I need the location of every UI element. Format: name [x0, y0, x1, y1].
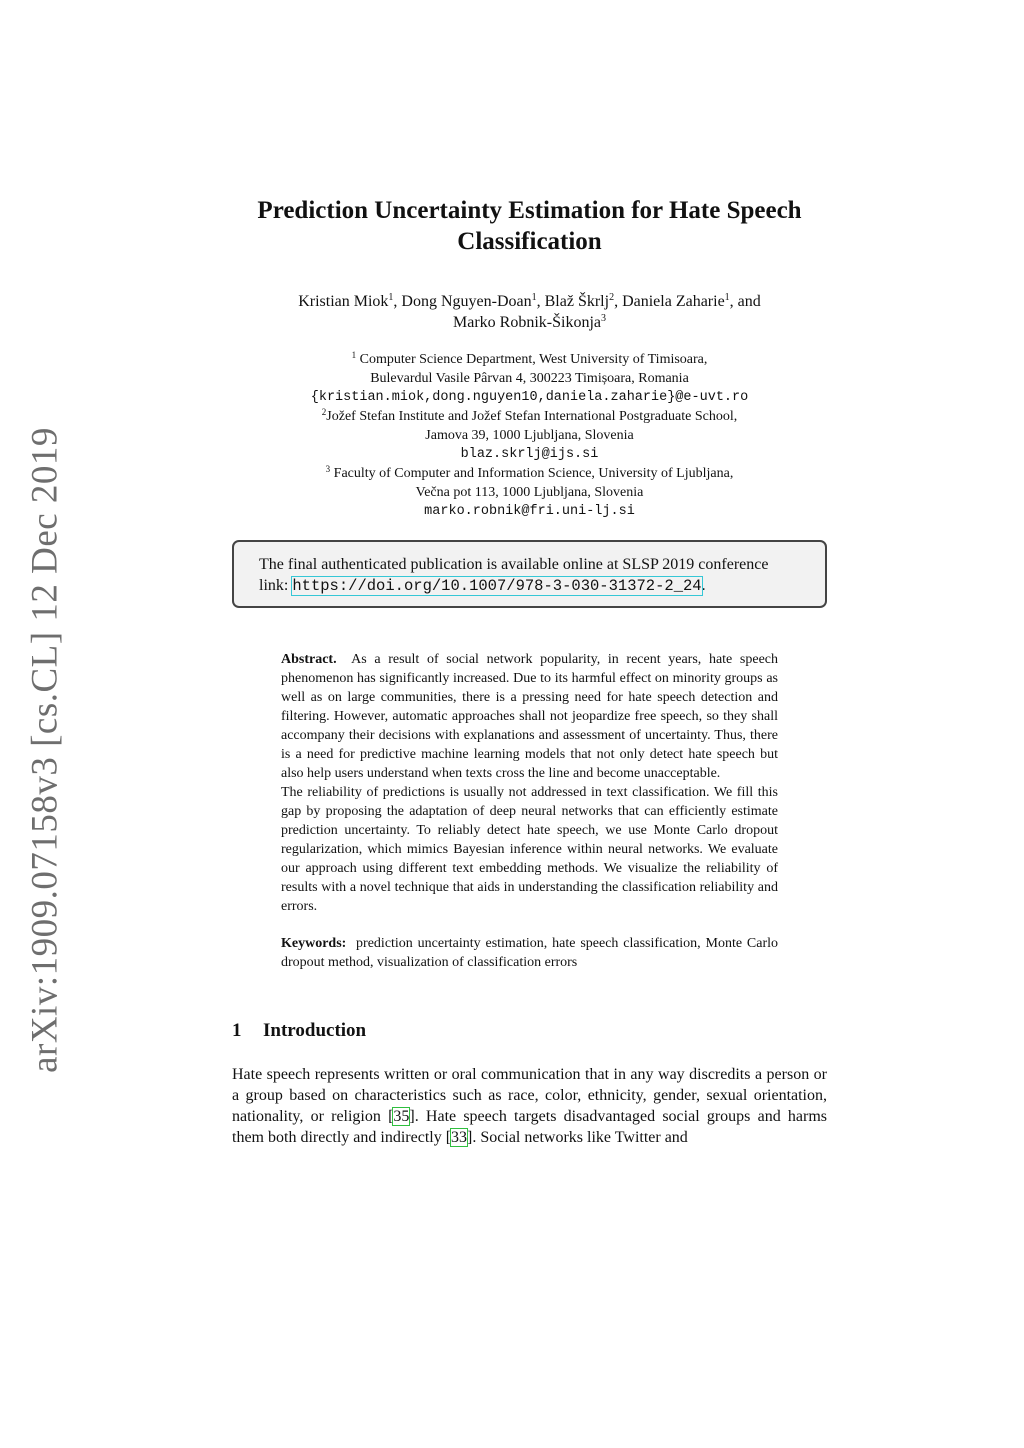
notice-text: The final authenticated publication is available online at SLSP 2019 conference link: — [259, 556, 769, 594]
keywords-label: Keywords: — [281, 936, 347, 951]
affiliation-3 — [232, 464, 827, 483]
title-line-1: Prediction Uncertainty Estimation for Hate Speech — [257, 197, 802, 224]
affiliation-email[interactable]: blaz.skrlj@ijs.si — [460, 447, 599, 462]
affiliation-mark: 3 — [325, 464, 331, 474]
author-separator: , — [536, 293, 545, 310]
affiliation-line: Jožef Stefan Institute and Jožef Stefan International Postgraduate School, — [326, 409, 738, 424]
affiliation-mark: 2 — [321, 407, 327, 417]
author-separator: , and — [729, 293, 761, 310]
section-heading-introduction — [232, 1020, 366, 1042]
abstract — [281, 650, 778, 972]
doi-link[interactable]: https://doi.org/10.1007/978-3-030-31372-2_24 — [292, 577, 702, 595]
affiliation-line: Faculty of Computer and Information Science, University of Ljubljana, — [330, 466, 734, 481]
section-title: Introduction — [263, 1020, 367, 1041]
affiliation-email[interactable]: {kristian.miok,dong.nguyen10,daniela.zaharie}@e-uvt.ro — [310, 390, 749, 405]
affiliation-email[interactable]: marko.robnik@fri.uni-lj.si — [424, 504, 635, 519]
abstract-label: Abstract. — [281, 652, 337, 667]
author-name: Blaž Škrlj — [544, 293, 610, 310]
body-text-span: ]. Social networks like Twitter and — [467, 1129, 688, 1146]
author-affiliation-mark: 1 — [724, 292, 730, 303]
author-affiliation-mark: 2 — [609, 292, 615, 303]
author-name: Dong Nguyen-Doan — [401, 293, 532, 310]
affiliation-1 — [232, 350, 827, 369]
author-list — [232, 291, 827, 333]
body-text-span: ]. Hate speech targets disadvantaged social groups and harms them both directly and indirectly [ — [232, 1108, 827, 1146]
citation-link[interactable]: 33 — [451, 1129, 468, 1146]
notice-end: . — [701, 577, 706, 594]
keywords-text: prediction uncertainty estimation, hate speech classification, Monte Carlo dropout method, visualization of classification errors — [281, 936, 779, 970]
introduction-paragraph — [232, 1064, 827, 1148]
author-affiliation-mark: 1 — [388, 292, 394, 303]
abstract-text: As a result of social network popularity, in recent years, hate speech phenomenon has significantly increased. Due to its harmful effect on minority groups as well as on large communities, there is a pressing need for hate speech detection and filtering. However, automatic approaches shall not jeopardize free speech, so they shall accompany their decisions with explanations and assessment of uncertainty. Thus, there is a need for predictive machine learning models that not only detect hate speech but also help users understand when texts cross the line and become unacceptable. — [281, 652, 779, 781]
affiliation-address: Jamova 39, 1000 Ljubljana, Slovenia — [425, 428, 634, 443]
arxiv-identifier-stamp[interactable]: arXiv:1909.07158v3 [cs.CL] 12 Dec 2019 — [24, 427, 66, 1073]
keywords — [281, 934, 778, 972]
affiliation-2 — [232, 407, 827, 426]
author-separator: , — [393, 293, 402, 310]
affiliation-address: Bulevardul Vasile Pârvan 4, 300223 Timișoara, Romania — [370, 371, 689, 386]
section-number: 1 — [232, 1020, 242, 1041]
publication-notice-box — [232, 540, 827, 608]
abstract-paragraph-1 — [281, 650, 778, 783]
author-name: Daniela Zaharie — [622, 293, 725, 310]
author-name: Kristian Miok — [298, 293, 389, 310]
citation-link[interactable]: 35 — [393, 1108, 410, 1125]
affiliations — [232, 350, 827, 521]
abstract-paragraph-2: The reliability of predictions is usually not addressed in text classification. We fill this gap by proposing the adaptation of deep neural networks that can efficiently estimate prediction uncertainty. To reliably detect hate speech, we use Monte Carlo dropout regularization, which mimics Bayesian inference within neural networks. We evaluate our approach using different text embedding methods. We visualize the reliability of results with a novel technique that aids in understanding the classification reliability and errors. — [281, 785, 778, 914]
author-affiliation-mark: 1 — [531, 292, 537, 303]
author-affiliation-mark: 3 — [601, 313, 606, 324]
title-line-2: Classification — [457, 228, 602, 255]
paper-title — [232, 195, 827, 257]
affiliation-mark: 1 — [351, 350, 357, 360]
body-text-span: Hate speech represents written or oral communication that in any way discredits a person or a group based on characteristics such as race, color, ethnicity, gender, sexual orientation, nationality, or religion [ — [232, 1066, 827, 1125]
author-separator: , — [614, 293, 623, 310]
affiliation-address: Večna pot 113, 1000 Ljubljana, Slovenia — [415, 485, 644, 500]
author-name: Marko Robnik-Šikonja — [453, 314, 601, 331]
affiliation-line: Computer Science Department, West University of Timisoara, — [356, 352, 708, 367]
